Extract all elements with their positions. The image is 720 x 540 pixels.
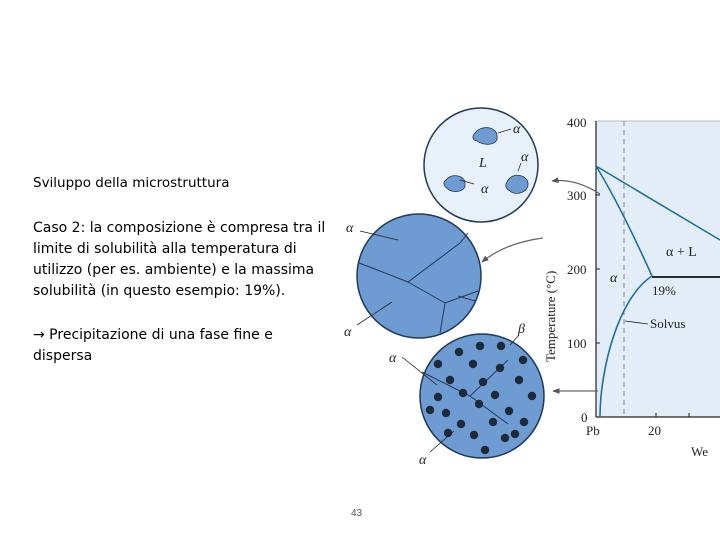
alpha-liquid-region-label: α + L (666, 245, 697, 260)
alpha-label: α (513, 122, 521, 137)
y-tick-label: 200 (567, 262, 587, 277)
microstructure-precipitates (389, 322, 544, 468)
alpha-label: α (389, 351, 397, 366)
y-axis-label: Temperature (°C) (543, 270, 558, 362)
y-tick-label: 0 (581, 410, 588, 425)
alpha-region-label: α (610, 271, 618, 286)
x-axis-label: We (691, 444, 708, 459)
precipitation-text: Precipitazione di una fase fine e dispersa (33, 327, 273, 364)
alpha-label: α (419, 453, 427, 468)
arrow-to-circle2 (482, 238, 543, 262)
max-solubility-label: 19% (652, 283, 676, 298)
x-tick-label: Pb (586, 423, 600, 438)
x-tick-label: 20 (648, 423, 661, 438)
microstructure-alpha-grains (344, 214, 481, 340)
y-tick-label: 100 (567, 336, 587, 351)
alpha-label: α (521, 150, 529, 165)
beta-label: β (518, 322, 525, 337)
alpha-label: α (346, 221, 354, 236)
y-tick-label: 400 (567, 115, 587, 130)
solvus-label: Solvus (650, 316, 686, 331)
y-tick-label: 300 (567, 188, 587, 203)
page-number: 43 (351, 508, 363, 519)
microstructure-liquid-alpha (424, 108, 538, 222)
phase-diagram (543, 115, 720, 459)
alpha-label: α (481, 182, 489, 197)
liquid-label: L (479, 156, 487, 171)
alpha-label: α (344, 325, 352, 340)
case-description: Caso 2: la composizione è compresa tra il limite di solubilità alla temperatura di utilizzo (per es. ambiente) e la massima solubilità (in questo esempio: 19%). (33, 220, 326, 299)
right-arrow-icon: → (33, 327, 45, 343)
diagram-background (596, 121, 720, 417)
slide-heading: Sviluppo della microstruttura (33, 175, 230, 191)
